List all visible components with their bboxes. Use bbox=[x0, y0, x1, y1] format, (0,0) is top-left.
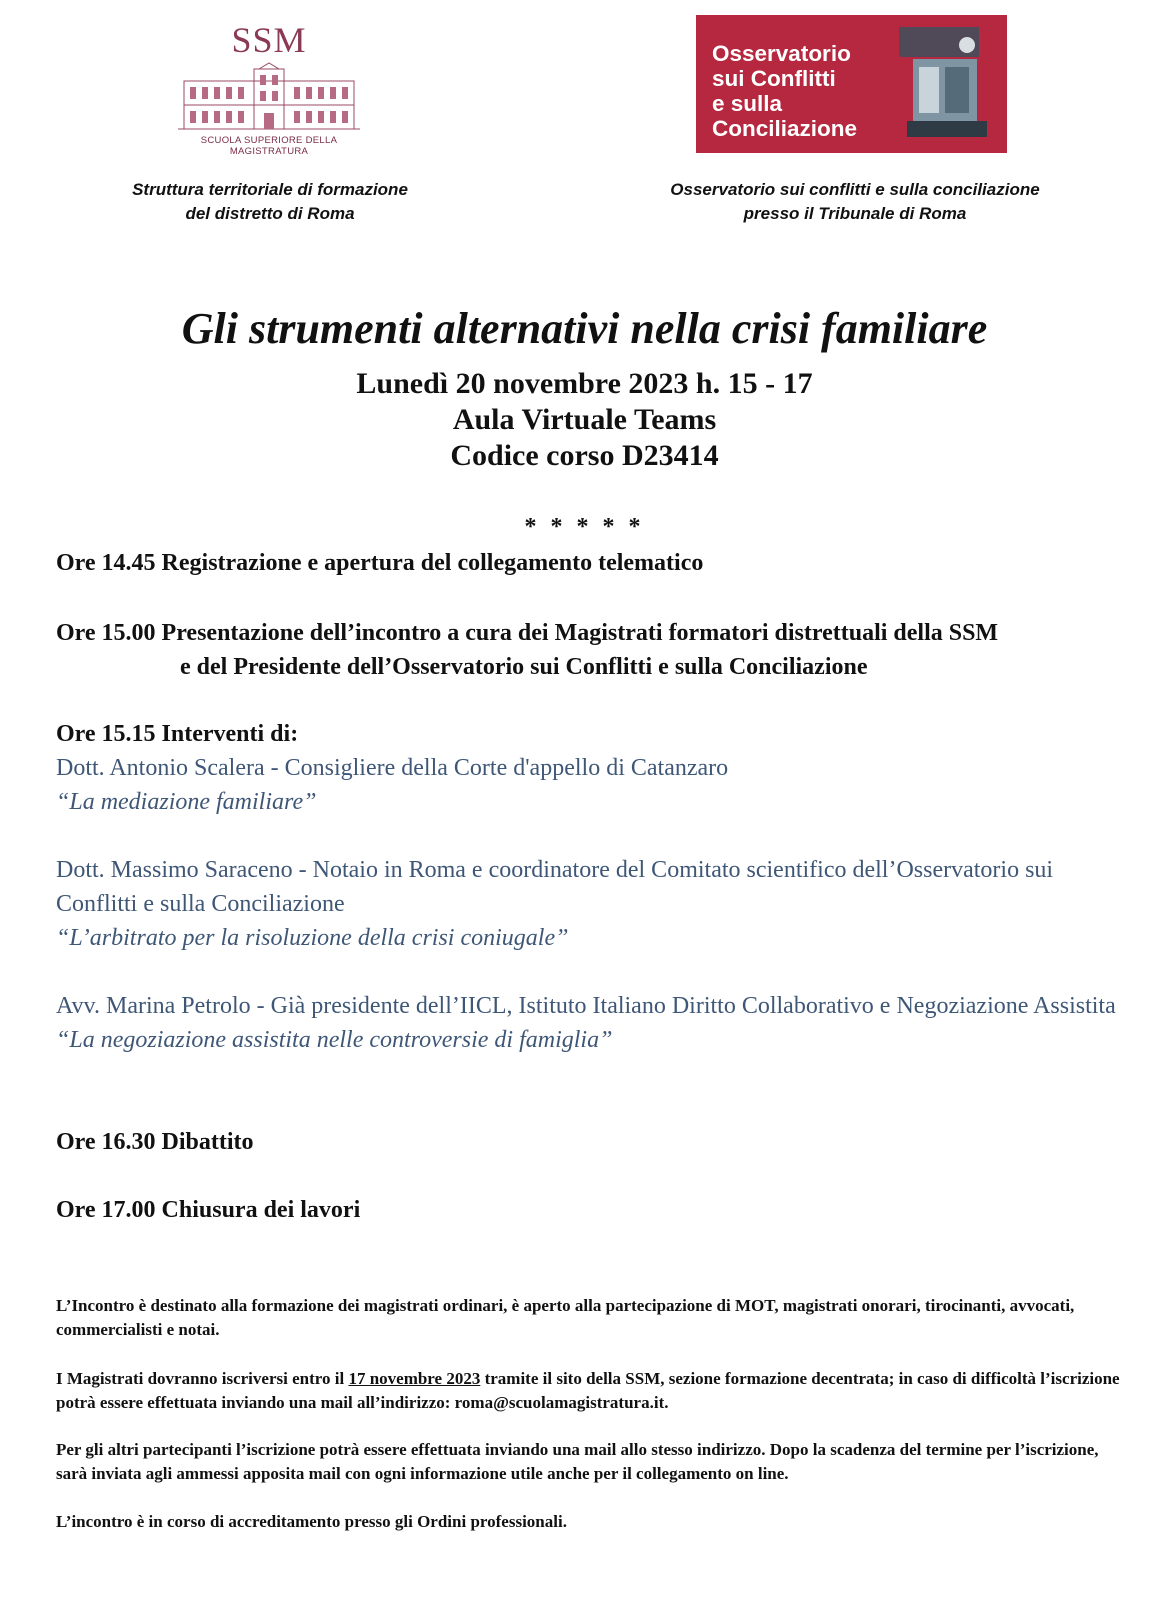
note-accreditation: L’incontro è in corso di accreditamento presso gli Ordini professionali. bbox=[56, 1512, 567, 1531]
osservatorio-caption-line2: presso il Tribunale di Roma bbox=[743, 204, 967, 223]
ssm-caption-line2: del distretto di Roma bbox=[185, 204, 355, 223]
program-item-registration: Ore 14.45 Registrazione e apertura del collegamento telematico bbox=[56, 550, 704, 576]
separator: * * * * * bbox=[524, 514, 645, 540]
event-location: Aula Virtuale Teams bbox=[452, 403, 717, 436]
program-item-presentation-line2: e del Presidente dell’Osservatorio sui Conflitti e sulla Conciliazione bbox=[180, 654, 868, 680]
note-audience: L’Incontro è destinato alla formazione dei magistrati ordinari, è aperto alla partecipazione di MOT, magistrati onorari, tirocinanti, avvocati, commercialisti e notai. bbox=[56, 1296, 1075, 1339]
program-item-presentation-line1: Ore 15.00 Presentazione dell’incontro a cura dei Magistrati formatori distrettuali della SSM bbox=[56, 620, 999, 646]
note-registration-deadline: 17 novembre 2023 bbox=[348, 1369, 481, 1388]
program-item-interventions: Ore 15.15 Interventi di: bbox=[56, 721, 299, 747]
note-other-participants: Per gli altri partecipanti l’iscrizione potrà essere effettuata inviando una mail allo stesso indirizzo. Dopo la scadenza del termine per l’iscrizione, sarà inviata agli ammessi apposita mail con ogni informazione utile anche per il collegamento on line. bbox=[56, 1440, 1099, 1483]
ssm-logo bbox=[164, 17, 374, 157]
sculpture-image-icon bbox=[889, 23, 993, 143]
ssm-caption bbox=[70, 178, 470, 226]
speaker-1 bbox=[56, 751, 1136, 819]
event-title: Gli strumenti alternativi nella crisi familiare bbox=[181, 304, 988, 353]
ssm-caption-line1: Struttura territoriale di formazione bbox=[132, 180, 408, 199]
speaker-3 bbox=[56, 989, 1136, 1057]
note-registration-pre: I Magistrati dovranno iscriversi entro il bbox=[56, 1369, 349, 1388]
speaker-2 bbox=[56, 853, 1136, 955]
speaker-2-name: Dott. Massimo Saraceno - Notaio in Roma e coordinatore del Comitato scientifico dell’Osservatorio sui Conflitti e sulla Conciliazione bbox=[56, 857, 1054, 917]
osservatorio-logo bbox=[696, 15, 1007, 153]
note-registration bbox=[56, 1367, 1126, 1415]
speaker-3-name: Avv. Marina Petrolo - Già presidente dell’IICL, Istituto Italiano Diritto Collaborativo e Negoziazione Assistita bbox=[56, 993, 1116, 1019]
speaker-3-topic: “La negoziazione assistita nelle controversie di famiglia” bbox=[56, 1027, 613, 1053]
osservatorio-logo-title: Osservatorio sui Conflitti e sulla Conciliazione bbox=[712, 41, 858, 141]
program-item-closing: Ore 17.00 Chiusura dei lavori bbox=[56, 1197, 361, 1223]
note-registration-post: tramite il sito della SSM, sezione formazione decentrata; in caso di difficoltà l’iscrizione potrà essere effettuata inviando una mail all’indirizzo: roma@scuolamagistratura.it. bbox=[56, 1369, 1120, 1412]
osservatorio-caption bbox=[600, 178, 1110, 226]
speaker-1-name: Dott. Antonio Scalera - Consigliere della Corte d'appello di Catanzaro bbox=[56, 755, 729, 781]
ssm-building-icon bbox=[164, 61, 374, 133]
speaker-2-topic: “L’arbitrato per la risoluzione della crisi coniugale” bbox=[56, 925, 569, 951]
program-item-presentation bbox=[56, 616, 1136, 684]
event-date-time: Lunedì 20 novembre 2023 h. 15 - 17 bbox=[356, 367, 813, 400]
event-course-code: Codice corso D23414 bbox=[450, 439, 719, 472]
ssm-logo-letters: SSM bbox=[231, 20, 307, 60]
osservatorio-caption-line1: Osservatorio sui conflitti e sulla conciliazione bbox=[670, 180, 1040, 199]
program-item-debate: Ore 16.30 Dibattito bbox=[56, 1129, 254, 1155]
speaker-1-topic: “La mediazione familiare” bbox=[56, 789, 317, 815]
ssm-logo-subtitle: SCUOLA SUPERIORE DELLA MAGISTRATURA bbox=[200, 135, 338, 157]
